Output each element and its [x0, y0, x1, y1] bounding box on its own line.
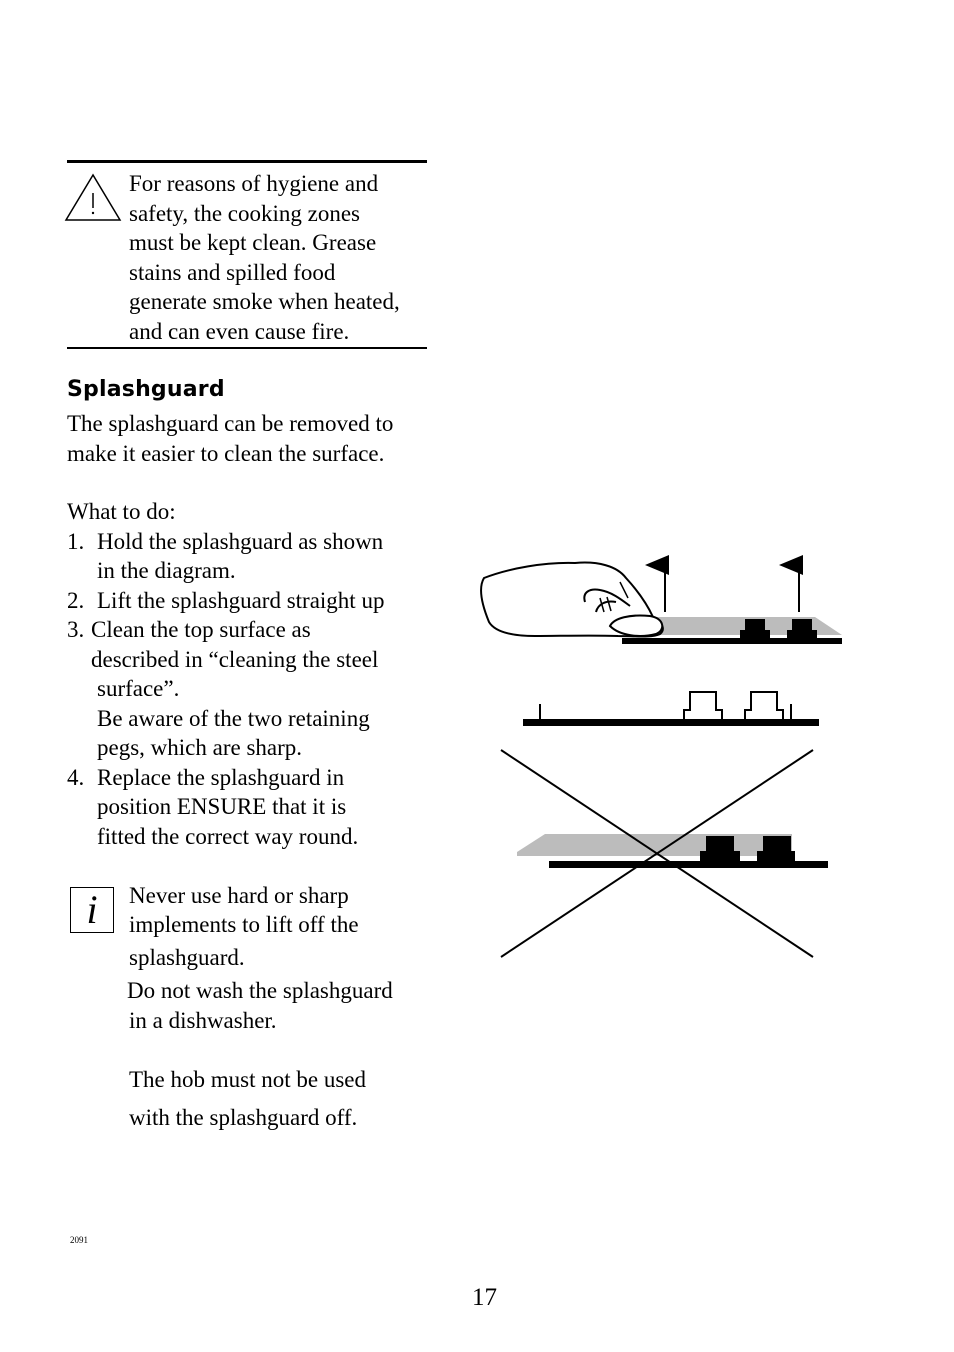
page-number: 17: [472, 1284, 497, 1311]
info-icon-letter: i: [86, 887, 98, 932]
wrong-way-diagram: [501, 750, 828, 957]
peg: [763, 836, 791, 861]
warning-top-rule: [67, 160, 427, 163]
peg: [792, 619, 812, 638]
step-line: Lift the splashguard straight up: [97, 587, 385, 613]
step-line: fitted the correct way round.: [97, 823, 359, 849]
lift-diagram: [481, 563, 842, 644]
info-line: with the splashguard off.: [129, 1105, 358, 1130]
peg: [745, 619, 765, 638]
peg: [706, 836, 734, 861]
warning-bottom-rule: [67, 347, 427, 349]
what-to-do-label: What to do:: [67, 499, 176, 524]
intro-line: The splashguard can be removed to: [67, 411, 394, 436]
step-line: Be aware of the two retaining: [97, 705, 370, 731]
peg-outline: [745, 692, 783, 719]
info-line: Do not wash the splashguard: [127, 978, 393, 1003]
step-3: [67, 615, 437, 763]
cross-out-line: [501, 750, 813, 957]
section-heading: Splashguard: [67, 377, 225, 402]
section-intro: [67, 409, 437, 468]
info-line: The hob must not be used: [129, 1067, 366, 1092]
step-line: position ENSURE that it is: [97, 794, 347, 819]
step-1: [67, 527, 437, 586]
base-bar: [549, 861, 828, 868]
intro-line: make it easier to clean the surface.: [67, 440, 385, 466]
info-line: in a dishwasher.: [129, 1008, 277, 1033]
step-4: [67, 763, 437, 852]
splashguard-plate: [640, 617, 842, 635]
warning-line: generate smoke when heated,: [129, 289, 400, 314]
warning-line: For reasons of hygiene and: [129, 171, 379, 196]
info-line: Never use hard or sharp: [129, 883, 349, 908]
steps-list: [67, 497, 437, 851]
step-number: 4.: [67, 764, 85, 790]
base-diagram: [523, 692, 819, 726]
warning-line: must be kept clean. Grease: [129, 230, 377, 255]
step-number: 1.: [67, 528, 85, 554]
warning-line: stains and spilled food: [129, 259, 336, 285]
info-icon: [70, 887, 114, 933]
step-line: Hold the splashguard as shown: [97, 528, 384, 554]
peg-outline: [684, 692, 722, 719]
hand-icon: [481, 563, 663, 637]
warning-line: and can even cause fire.: [129, 318, 350, 344]
peg-foot: [757, 851, 795, 861]
step-number: 3.: [67, 617, 85, 642]
step-number: 2.: [67, 587, 85, 613]
peg-foot: [740, 630, 770, 638]
peg-foot: [700, 851, 740, 861]
base-bar: [523, 719, 819, 726]
base-bar: [622, 638, 842, 644]
step-line: pegs, which are sharp.: [97, 735, 303, 760]
step-2: [67, 586, 437, 616]
warning-text: [129, 169, 429, 346]
info-line: implements to lift off the: [129, 912, 359, 937]
step-line: Replace the splashguard in: [97, 764, 345, 790]
cross-out-line: [501, 750, 813, 957]
info-line: splashguard.: [129, 945, 245, 970]
peg-foot: [787, 630, 817, 638]
splashguard-plate: [517, 834, 792, 856]
step-line: Clean the top surface as: [91, 617, 311, 642]
step-line: described in “cleaning the steel: [91, 646, 379, 672]
warning-line: safety, the cooking zones: [129, 200, 360, 226]
step-line: in the diagram.: [97, 558, 236, 583]
step-line: surface”.: [97, 676, 180, 701]
document-code: 2091: [70, 1235, 88, 1245]
